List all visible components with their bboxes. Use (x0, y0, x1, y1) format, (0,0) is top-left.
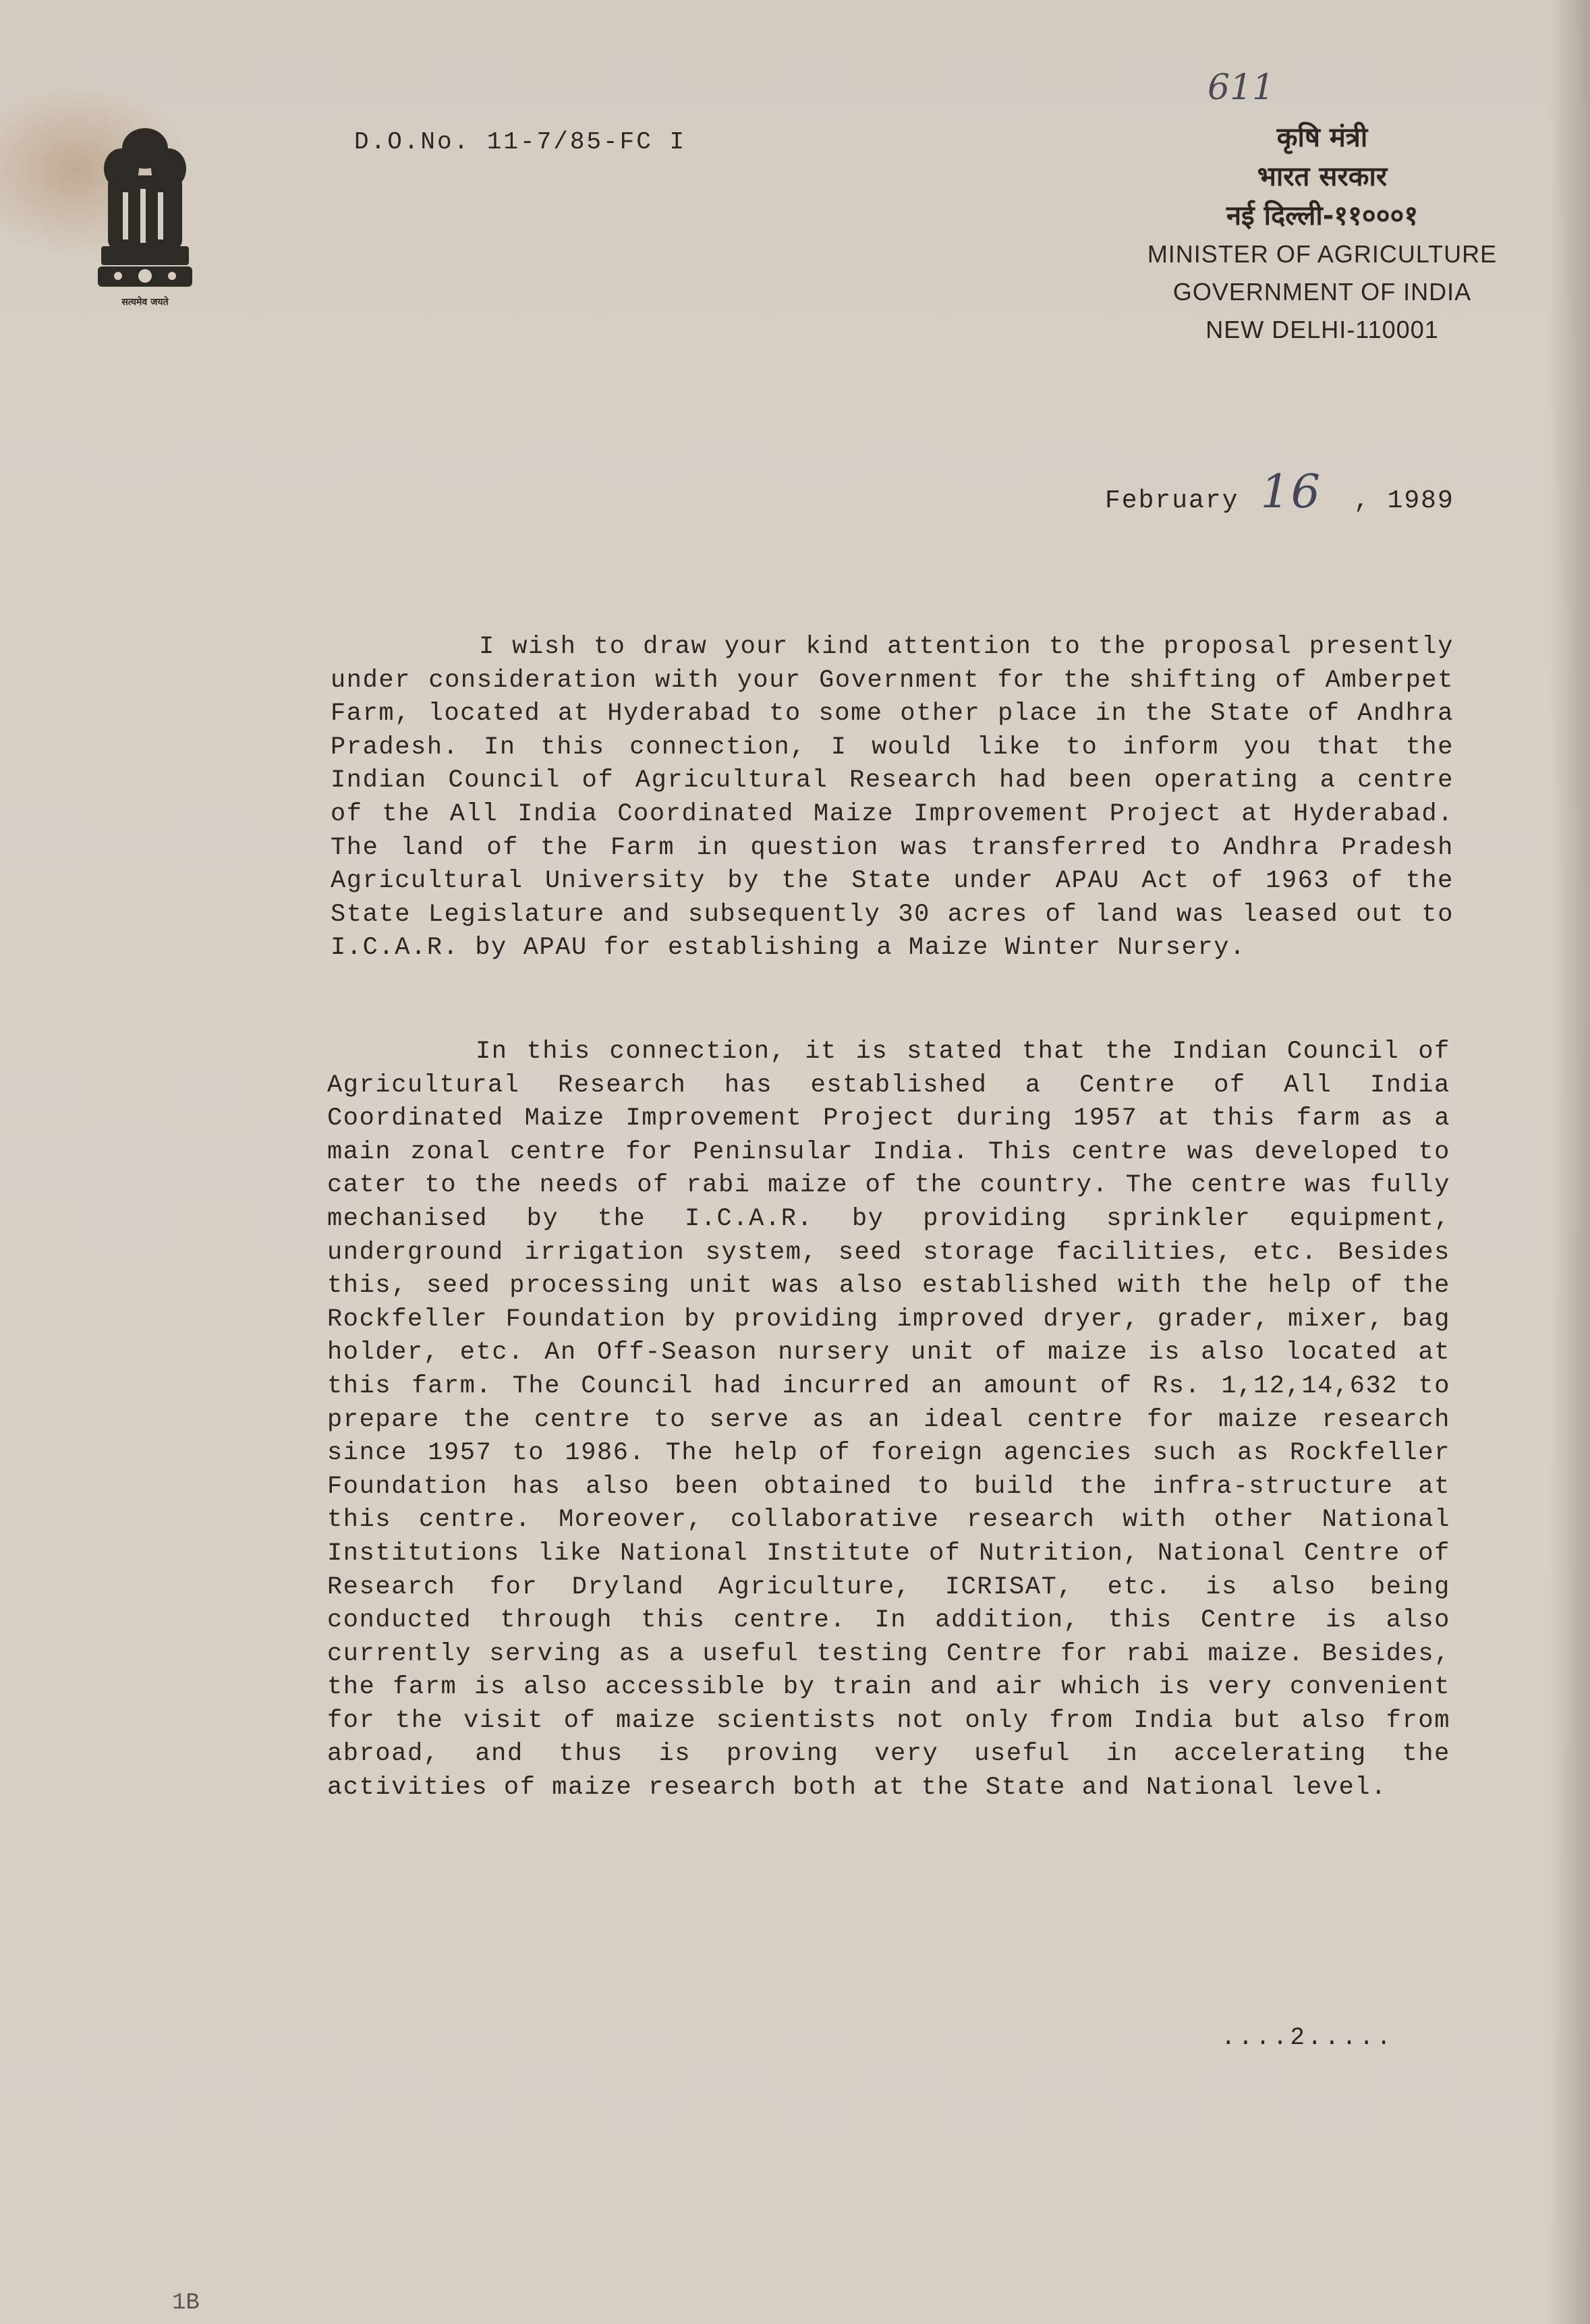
letterhead-hindi-line1: कृषि मंत्री (1276, 122, 1368, 153)
handwritten-number: 611 (1208, 67, 1275, 108)
page-continuation-marker: ....2..... (1221, 2024, 1394, 2051)
page-edge-shadow (1550, 0, 1590, 2324)
emblem-motto: सत्यमेव जयते (121, 297, 169, 308)
letterhead-hindi-line2: भारत सरकार (1257, 161, 1388, 192)
reference-number: D.O.No. 11-7/85-FC I (354, 128, 687, 156)
letterhead-line1: MINISTER OF AGRICULTURE (1147, 240, 1498, 268)
letterhead-hindi-line3: नई दिल्ली-११०००१ (1226, 200, 1419, 231)
paragraph-text: In this connection, it is stated that the Indian Council of Agricultural Research has established a Centre of All India Coordinated Maize Improvement Project during 1957 at this farm as a main zonal centre for Peninsular India. This centre was developed to cater to the needs of rabi maize of the country. The centre was fully mechanised by the I.C.A.R. by providing sprinkler equipment, underground irrigation system, seed storage facilities, etc. Besides this, seed processing unit was also established with the help of the Rockfeller Foundation by providing improved dryer, grader, mixer, bag holder, etc. An Off-Season nursery unit of maize is also located at this farm. The Council had incurred an amount of Rs. 1,12,14,632 to prepare the centre to serve as an ideal centre for maize research since 1957 to 1986. The help of foreign agencies such as Rockfeller Foundation has also been obtained to build the infra-structure at this centre. Moreover, collaborative research with other National Institutions like National Institute of Nutrition, National Centre of Research for Dryland Agriculture, ICRISAT, etc. is also being conducted through this centre. In addition, this Centre is also currently serving as a useful testing Centre for rabi maize. Besides, the farm is also accessible by train and air which is very convenient for the visit of maize scientists not only from India but also from abroad, and thus is proving very useful in accelerating the activities of maize research both at the State and National level. (327, 1038, 1450, 1803)
letterhead-line2: GOVERNMENT OF INDIA (1172, 278, 1472, 306)
letterhead-line3: NEW DELHI-110001 (1205, 316, 1439, 343)
national-emblem-icon (88, 121, 202, 310)
paragraph-text: I wish to draw your kind attention to the proposal presently under consideration with your Government for the shifting of Amberpet Farm, located at Hyderabad to some other place in the State of Andhra Pradesh. In this connection, I would like to inform you that the Indian Council of Agricultural Research had been operating a centre of the All India Coordinated Maize Improvement Project at Hyderabad. The land of the Farm in question was transferred to Andhra Pradesh Agricultural University by the State under APAU Act of 1963 of the State Legislature and subsequently 30 acres of land was leased out to I.C.A.R. by APAU for establishing a Maize Winter Nursery. (331, 633, 1454, 963)
date-day-handwritten: 16 (1260, 465, 1322, 519)
corner-mark: 1B (172, 2290, 200, 2316)
body-paragraph-1 (331, 631, 1454, 965)
date-month: February (1105, 486, 1239, 515)
body-paragraph-2 (327, 1036, 1450, 1805)
date-year: , 1989 (1353, 486, 1454, 515)
letter-date (1105, 465, 1454, 519)
letterhead (1106, 118, 1538, 349)
